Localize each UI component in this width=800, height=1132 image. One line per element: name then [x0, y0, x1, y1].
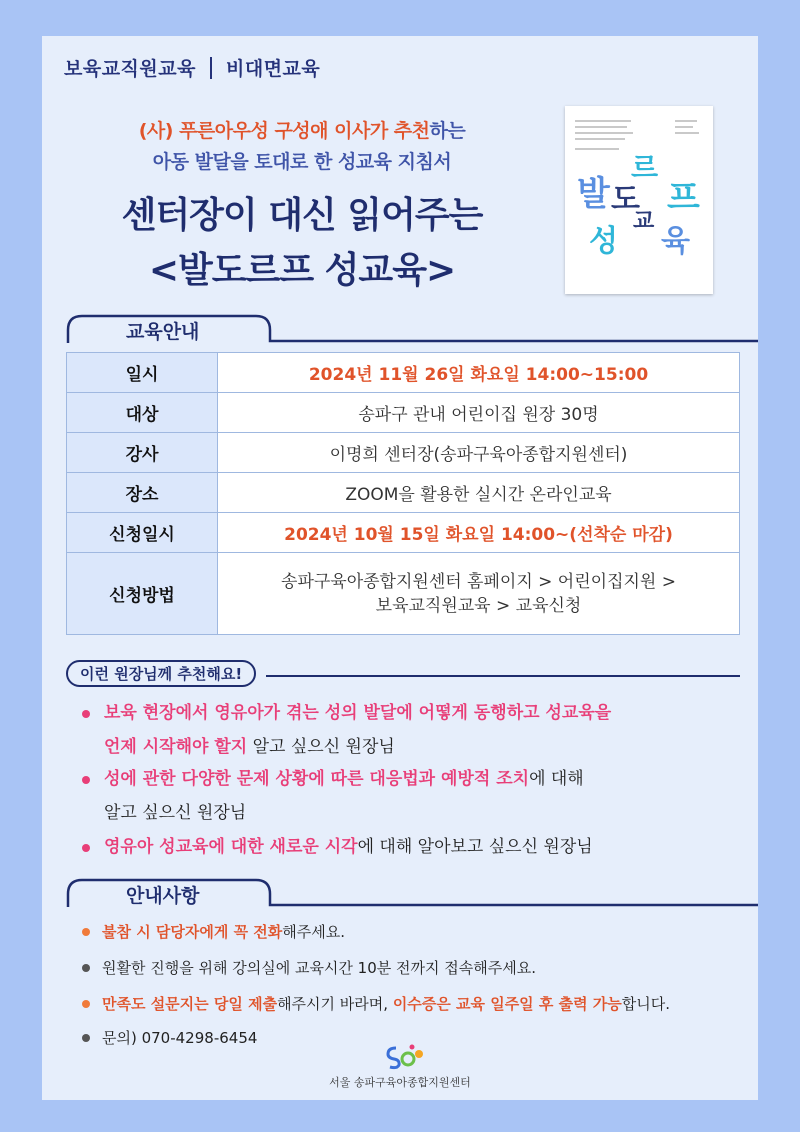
book-char-1: 발 [577, 174, 610, 214]
page-title-line-1: 센터장이 대신 읽어주는 [121, 195, 483, 236]
recommend-item [82, 830, 722, 864]
row-value [218, 553, 740, 635]
org-logo-icon [382, 1042, 426, 1070]
row-label: 신청일시 [67, 513, 218, 553]
table-row [67, 473, 740, 513]
row-label: 일시 [67, 353, 218, 393]
contact-text: 문의) 070-4298-6454 [102, 1029, 258, 1047]
row-value: 송파구 관내 어린이집 원장 30명 [218, 393, 740, 433]
info-table [66, 352, 740, 635]
row-label: 신청방법 [67, 553, 218, 635]
recommend-text: 알고 싶으신 원장님 [247, 737, 395, 757]
bullet-icon [82, 1000, 90, 1008]
recommend-item [82, 762, 722, 830]
notice-item [82, 920, 345, 944]
table-row [67, 513, 740, 553]
recommend-heading: 이런 원장님께 추천해요! [66, 660, 256, 687]
poster [42, 36, 758, 1100]
notice-text: 해주세요. [282, 923, 346, 941]
bullet-icon [82, 710, 90, 718]
table-row [67, 433, 740, 473]
recommend-text: 에 대해 [529, 769, 584, 789]
row-value: 2024년 11월 26일 화요일 14:00~15:00 [218, 353, 740, 393]
section-heading-notice: 안내사항 [126, 885, 200, 907]
book-char-6: 교 [633, 209, 655, 234]
row-label: 강사 [67, 433, 218, 473]
bullet-icon [82, 776, 90, 784]
recommend-highlight: 성에 관한 다양한 문제 상황에 따른 대응법과 예방적 조치 [104, 769, 530, 789]
notice-highlight: 만족도 설문지는 당일 제출 [102, 995, 278, 1013]
notice-item [82, 1026, 257, 1050]
recommend-divider [266, 675, 740, 677]
section-header-notice [66, 878, 758, 908]
bullet-icon [82, 964, 90, 972]
book-char-5: 성 [589, 224, 618, 259]
section-heading-info: 교육안내 [126, 321, 200, 343]
category-header [64, 54, 320, 81]
recommend-header [66, 660, 758, 688]
page-title-line-2: <발도르프 성교육> [148, 250, 456, 291]
book-char-2: 도 [611, 182, 640, 217]
bullet-icon [82, 844, 90, 852]
bullet-icon [82, 928, 90, 936]
notice-highlight: 불참 시 담당자에게 꼭 전화 [102, 923, 283, 941]
row-value: ZOOM을 활용한 실시간 온라인교육 [218, 473, 740, 513]
notice-text: 합니다. [621, 995, 671, 1013]
table-row [67, 353, 740, 393]
book-char-4: 프 [667, 178, 700, 218]
recommend-item [82, 696, 722, 764]
category-left: 보육교직원교육 [64, 58, 196, 80]
row-label: 대상 [67, 393, 218, 433]
row-value-line-1: 송파구육아종합지원센터 홈페이지 > 어린이집지원 > [281, 571, 676, 592]
intro-line-1 [42, 116, 562, 143]
recommend-text: 알고 싶으신 원장님 [104, 803, 247, 823]
intro-recommender: (사) 푸른아우성 구성애 이사가 추천 [138, 120, 430, 142]
notice-item [82, 956, 536, 980]
recommend-highlight: 영유아 성교육에 대한 새로운 시각 [104, 837, 358, 857]
section-header-info [66, 314, 758, 344]
intro-suffix: 하는 [429, 120, 466, 142]
row-value: 2024년 10월 15일 화요일 14:00~(선착순 마감) [218, 513, 740, 553]
intro-line-2: 아동 발달을 토대로 한 성교육 지침서 [152, 151, 452, 173]
notice-item [82, 992, 670, 1016]
category-divider [210, 57, 212, 79]
book-cover-image [565, 106, 713, 294]
notice-text: 원활한 진행을 위해 강의실에 교육시간 10분 전까지 접속해주세요. [102, 959, 536, 977]
notice-text: 해주시기 바라며, [277, 995, 393, 1013]
category-right: 비대면교육 [225, 58, 321, 80]
bullet-icon [82, 1034, 90, 1042]
recommend-highlight: 보육 현장에서 영유아가 겪는 성의 발달에 어떻게 동행하고 성교육을 [104, 703, 612, 723]
recommend-text: 에 대해 알아보고 싶으신 원장님 [357, 837, 593, 857]
book-char-3: 르 [631, 151, 659, 184]
recommend-highlight: 언제 시작해야 할지 [104, 737, 248, 757]
row-value: 이명희 센터장(송파구육아종합지원센터) [218, 433, 740, 473]
row-label: 장소 [67, 473, 218, 513]
notice-highlight: 이수증은 교육 일주일 후 출력 가능 [392, 995, 622, 1013]
org-name: 서울 송파구육아종합지원센터 [329, 1076, 471, 1089]
table-row [67, 393, 740, 433]
table-row [67, 553, 740, 635]
book-char-7: 육 [661, 224, 690, 259]
row-value-line-2: 보육교직원교육 > 교육신청 [375, 595, 582, 616]
